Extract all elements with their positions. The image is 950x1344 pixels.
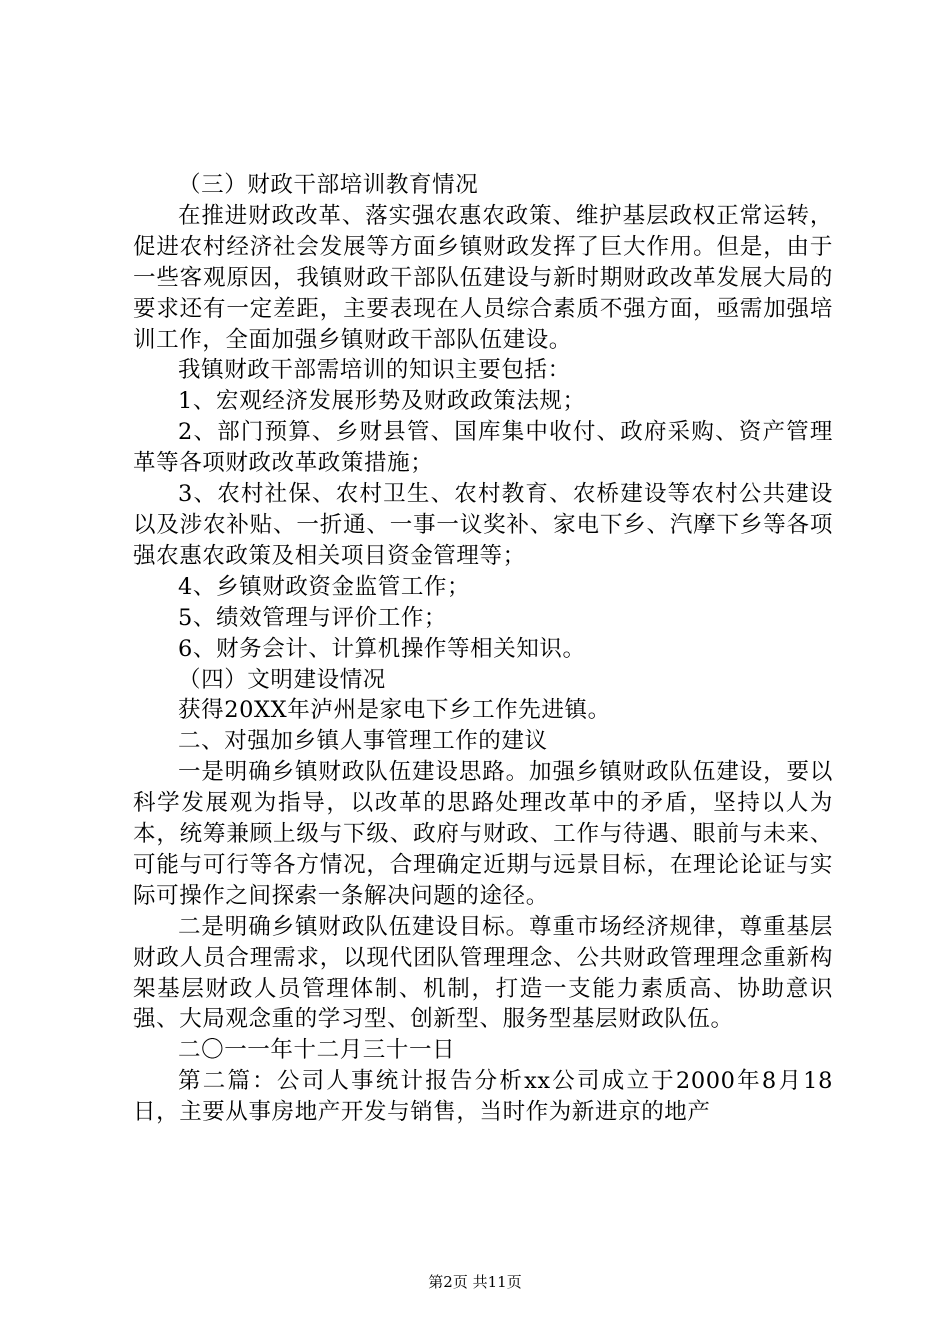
section-heading-training: （三）财政干部培训教育情况 xyxy=(178,172,479,198)
document-date: 二〇一一年十二月三十一日 xyxy=(178,1037,456,1064)
section-heading-civilization: （四）文明建设情况 xyxy=(178,666,386,693)
paragraph-training-list-intro: 我镇财政干部需培训的知识主要包括： xyxy=(178,357,571,384)
paragraph-award: 获得20XX年泸州是家电下乡工作先进镇。 xyxy=(178,697,611,724)
document-body xyxy=(133,170,833,1128)
page-footer: 第2页 共11页 xyxy=(428,1273,522,1291)
list-item-1: 1、宏观经济发展形势及财政政策法规； xyxy=(178,388,586,415)
list-item-5: 5、绩效管理与评价工作； xyxy=(178,604,448,631)
list-item-4: 4、乡镇财政资金监管工作； xyxy=(178,573,471,600)
list-item-2: 2、部门预算、乡财县管、国库集中收付、政府采购、资产管理革等各项财政改革政策措施； xyxy=(133,419,833,477)
list-item-6: 6、财务会计、计算机操作等相关知识。 xyxy=(178,635,586,662)
paragraph-second-article: 第二篇：公司人事统计报告分析xx公司成立于2000年8月18日，主要从事房地产开发与销售，当时作为新进京的地产 xyxy=(133,1068,833,1126)
paragraph-training-intro: 在推进财政改革、落实强农惠农政策、维护基层政权正常运转，促进农村经济社会发展等方面乡镇财政发挥了巨大作用。但是，由于一些客观原因，我镇财政干部队伍建设与新时期财政改革发展大局的要求还有一定差距，主要表现在人员综合素质不强方面，亟需加强培训工作，全面加强乡镇财政干部队伍建设。 xyxy=(133,202,833,353)
list-item-3: 3、农村社保、农村卫生、农村教育、农桥建设等农村公共建设以及涉农补贴、一折通、一事一议奖补、家电下乡、汽摩下乡等各项强农惠农政策及相关项目资金管理等； xyxy=(133,481,833,569)
paragraph-suggestion-2: 二是明确乡镇财政队伍建设目标。尊重市场经济规律，尊重基层财政人员合理需求，以现代团队管理理念、公共财政管理理念重新构架基层财政人员管理体制、机制，打造一支能力素质高、协助意识强、大局观念重的学习型、创新型、服务型基层财政队伍。 xyxy=(133,913,833,1033)
paragraph-suggestion-1: 一是明确乡镇财政队伍建设思路。加强乡镇财政队伍建设，要以科学发展观为指导，以改革的思路处理改革中的矛盾，坚持以人为本，统筹兼顾上级与下级、政府与财政、工作与待遇、眼前与未来、可能与可行等各方情况，合理确定近期与远景目标，在理论论证与实际可操作之间探索一条解决问题的途径。 xyxy=(133,759,833,909)
section-heading-suggestions: 二、对强加乡镇人事管理工作的建议 xyxy=(178,728,548,755)
